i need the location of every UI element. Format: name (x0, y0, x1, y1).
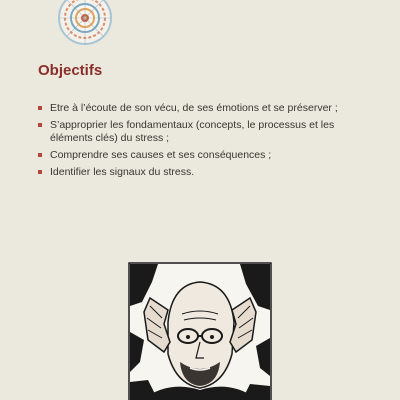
list-item (38, 102, 368, 115)
slide-title: Objectifs (38, 62, 103, 79)
objective-text: Identifier les signaux du stress. (50, 166, 195, 178)
list-item (38, 149, 368, 162)
mandala-logo-icon (55, 0, 115, 50)
objective-text: Comprendre ses causes et ses conséquences ; (50, 149, 272, 161)
square-bullet-icon (38, 106, 42, 110)
square-bullet-icon (38, 170, 42, 174)
square-bullet-icon (38, 153, 42, 157)
objective-text: Etre à l’écoute de son vécu, de ses émotions et se préserver ; (50, 102, 338, 114)
square-bullet-icon (38, 123, 42, 127)
objective-text: S’approprier les fondamentaux (concepts, le processus et les éléments clés) du stress ; (50, 119, 335, 144)
objectives-list (38, 102, 368, 183)
stressed-man-illustration (128, 262, 272, 400)
list-item (38, 119, 368, 145)
list-item (38, 166, 368, 179)
